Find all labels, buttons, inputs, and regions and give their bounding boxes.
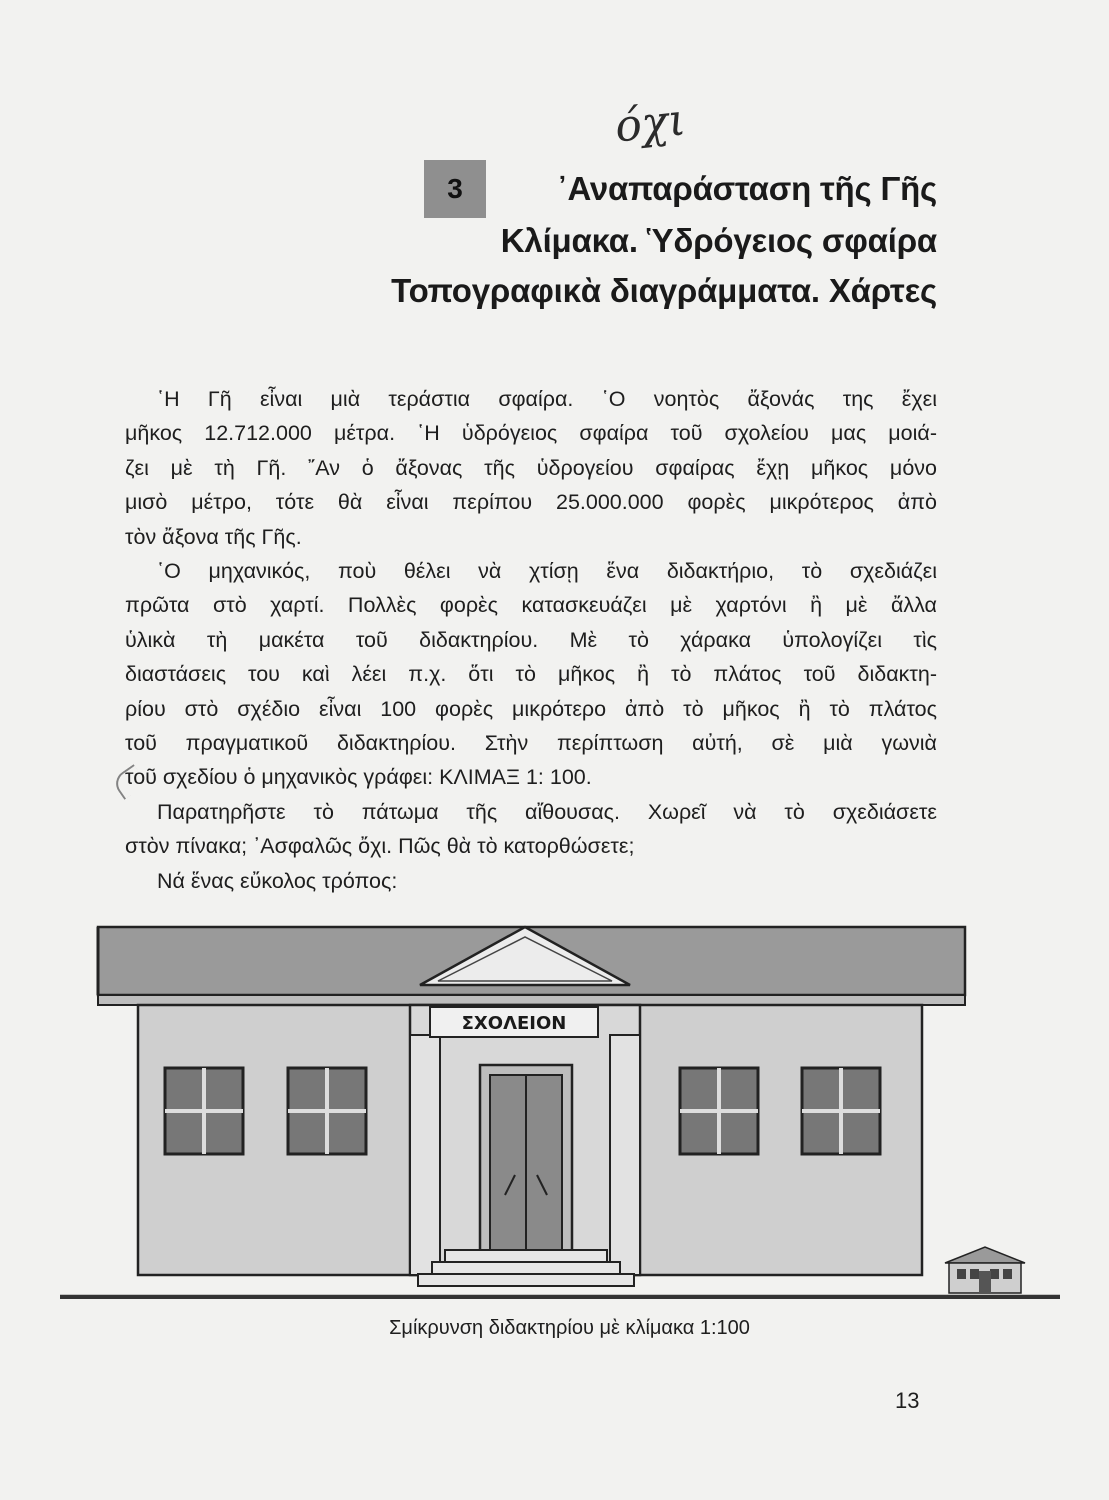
window-2 (288, 1068, 366, 1154)
window-3 (680, 1068, 758, 1154)
window-1 (165, 1068, 243, 1154)
small-scaled-building (945, 1247, 1025, 1293)
portico-column-right (610, 1035, 640, 1275)
body-line: μῆκος 12.712.000 μέτρα. ῾Η ὑδρόγειος σφαίρα τοῦ σχολείου μας μοιά- (125, 421, 937, 446)
body-line: μισὸ μέτρο, τότε θὰ εἶναι περίπου 25.000.000 φορὲς μικρότερος ἀπὸ (125, 490, 937, 515)
body-line: ζει μὲ τὴ Γῆ. ῎Αν ὁ ἄξονας τῆς ὑδρογείου σφαίρας ἔχῃ μῆκος μόνο (125, 455, 937, 480)
step-3 (418, 1274, 634, 1286)
school-sign-text: ΣΧΟΛΕΙΟΝ (461, 1013, 567, 1034)
window-4 (802, 1068, 880, 1154)
chapter-title-line-1: ᾽Αναπαράσταση τῆς Γῆς (556, 170, 937, 207)
body-line: Νά ἕνας εὔκολος τρόπος: (157, 868, 398, 893)
step-2 (432, 1262, 620, 1274)
page-number: 13 (895, 1388, 920, 1413)
body-text (125, 382, 937, 898)
portico-column-left (410, 1035, 440, 1275)
body-line: ῾Ο μηχανικός, ποὺ θέλει νὰ χτίσῃ ἕνα διδακτήριο, τὸ σχεδιάζει (157, 559, 937, 584)
step-1 (445, 1250, 607, 1262)
chapter-title-line-3: Τοπογραφικὰ διαγράμματα. Χάρτες (391, 272, 937, 309)
body-line: στὸν πίνακα; ᾽Ασφαλῶς ὄχι. Πῶς θὰ τὸ κατορθώσετε; (125, 834, 635, 859)
body-line: ὑλικὰ τὴ μακέτα τοῦ διδακτηρίου. Μὲ τὸ χάρακα ὑπολογίζει τὶς (125, 627, 937, 652)
body-line: ῾Η Γῆ εἶναι μιὰ τεράστια σφαίρα. ῾Ο νοητὸς ἄξονάς της ἔχει (157, 387, 937, 411)
body-line: πρῶτα στὸ χαρτί. Πολλὲς φορὲς κατασκευάζει μὲ χαρτόνι ἢ μὲ ἄλλα (125, 593, 937, 618)
body-line: Παρατηρῆστε τὸ πάτωμα τῆς αἴθουσας. Χωρεῖ νὰ τὸ σχεδιάσετε (157, 799, 937, 824)
handwritten-note: όχι (612, 94, 688, 153)
illustration-caption: Σμίκρυνση διδακτηρίου μὲ κλίμακα 1:100 (389, 1317, 750, 1339)
chapter-title-line-2: Κλίμακα. Ὑδρόγειος σφαίρα (500, 222, 937, 259)
body-line: ρίου στὸ σχέδιο εἶναι 100 φορὲς μικρότερο ἀπὸ τὸ μῆκος ἢ τὸ πλάτος (125, 696, 937, 721)
body-line: τὸν ἄξονα τῆς Γῆς. (125, 524, 302, 549)
chapter-number: 3 (424, 160, 486, 218)
school-building-illustration (60, 915, 1060, 1310)
body-line: τοῦ σχεδίου ὁ μηχανικὸς γράφει: ΚΛΙΜΑΞ 1: 100. (125, 765, 592, 790)
body-line: διαστάσεις του καὶ λέει π.χ. ὅτι τὸ μῆκος ἢ τὸ πλάτος τοῦ διδακτη- (125, 662, 937, 687)
body-line: τοῦ πραγματικοῦ διδακτηρίου. Στὴν περίπτωση αὐτή, σὲ μιὰ γωνιὰ (125, 731, 937, 756)
